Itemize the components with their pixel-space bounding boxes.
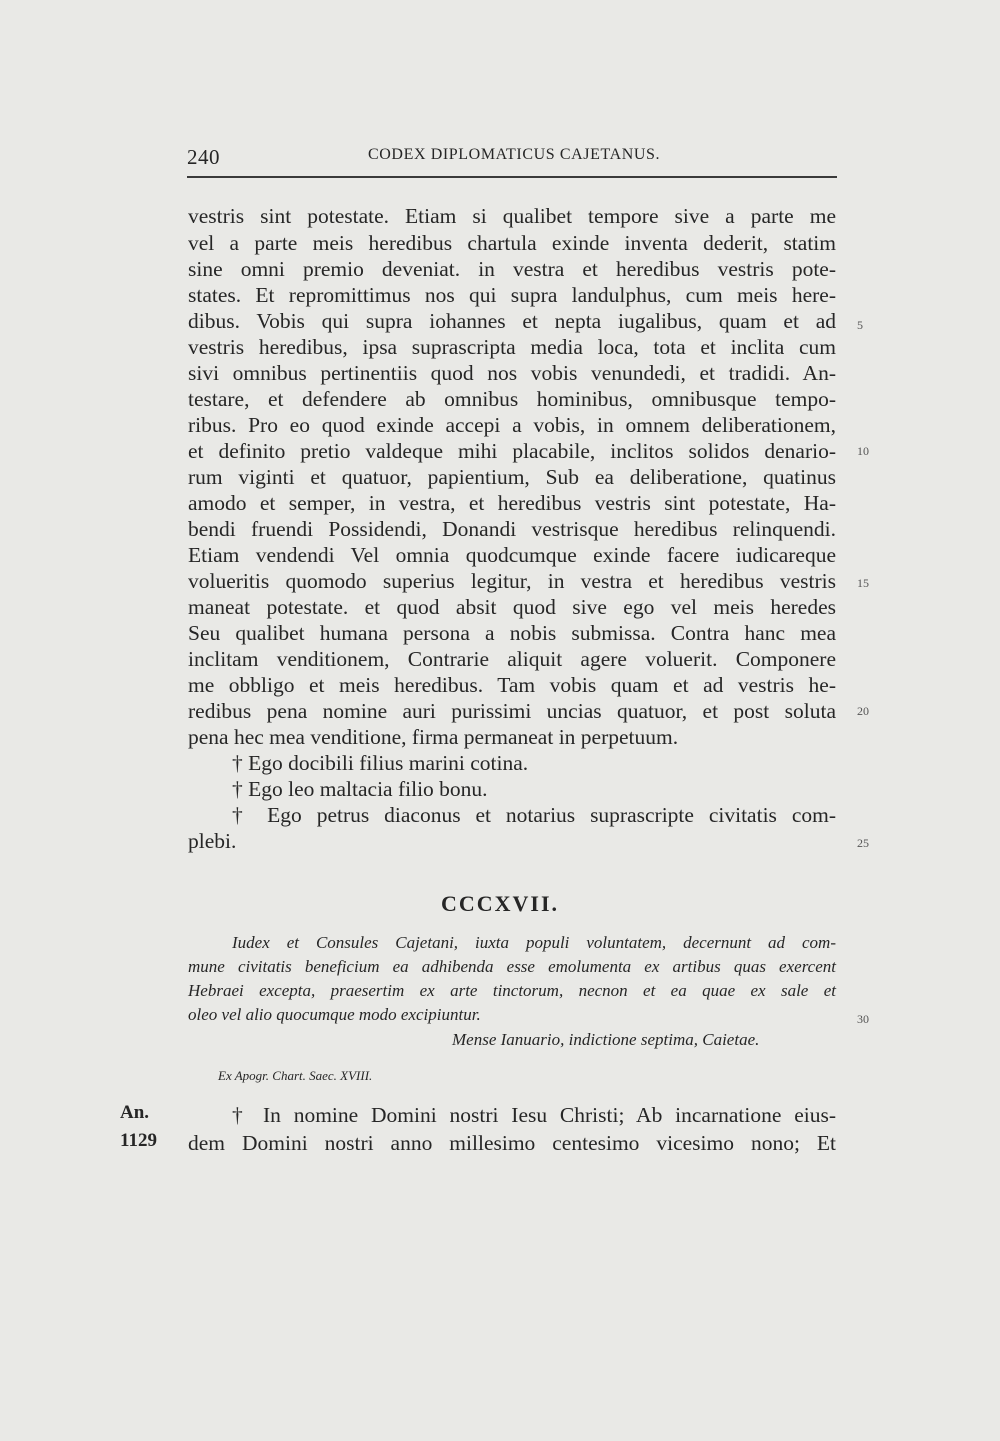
- text-line: inclitam venditionem, Contrarie aliquit agere voluerit. Componere: [188, 647, 836, 671]
- signature-line: † Ego leo maltacia filio bonu.: [232, 777, 488, 801]
- text-line: redibus pena nomine auri purissimi uncias quatuor, et post soluta: [188, 699, 836, 723]
- text-line: states. Et repromittimus nos qui supra landulphus, cum meis here-: [188, 283, 836, 307]
- line-number: 30: [857, 1012, 869, 1026]
- text-line: vestris heredibus, ipsa suprascripta media loca, tota et inclita cum: [188, 335, 836, 359]
- signature-line: plebi.: [188, 829, 237, 853]
- abstract-line: Iudex et Consules Cajetani, iuxta populi voluntatem, decernunt ad com-: [232, 933, 836, 952]
- text-line: volueritis quomodo superius legitur, in vestra et heredibus vestris: [188, 569, 836, 593]
- line-number: 5: [857, 318, 863, 332]
- line-number: 10: [857, 444, 869, 458]
- text-line: sivi omnibus pertinentiis quod nos vobis venundedi, et tradidi. An-: [188, 361, 836, 385]
- text-line: me obbligo et meis heredibus. Tam vobis quam et ad vestris he-: [188, 673, 836, 697]
- text-line: bendi fruendi Possidendi, Donandi vestrisque heredibus relinquendi.: [188, 517, 836, 541]
- text-line: rum viginti et quatuor, papientium, Sub ea deliberatione, quatinus: [188, 465, 836, 489]
- year-label: An.: [120, 1102, 150, 1123]
- text-line: Etiam vendendi Vel omnia quodcumque exinde facere iudicareque: [188, 543, 836, 567]
- abstract-line: oleo vel alio quocumque modo excipiuntur.: [188, 1005, 481, 1024]
- signature-line: † Ego docibili filius marini cotina.: [232, 751, 529, 775]
- text-line: maneat potestate. et quod absit quod sive ego vel meis heredes: [188, 595, 836, 619]
- abstract-date-line: Mense Ianuario, indictione septima, Caietae.: [452, 1030, 760, 1049]
- line-number: 20: [857, 704, 869, 718]
- text-line: vestris sint potestate. Etiam si qualibet tempore sive a parte me: [188, 204, 836, 228]
- text-line: vel a parte meis heredibus chartula exinde inventa dederit, statim: [188, 231, 836, 255]
- text-line: pena hec mea venditione, firma permaneat in perpetuum.: [188, 725, 679, 749]
- page-number: 240: [187, 145, 220, 169]
- text-line: dibus. Vobis qui supra iohannes et nepta iugalibus, quam et ad: [188, 309, 836, 333]
- text-line: sine omni premio deveniat. in vestra et heredibus vestris pote-: [188, 257, 836, 281]
- source-note: Ex Apogr. Chart. Saec. XVIII.: [218, 1068, 373, 1083]
- text-line: testare, et defendere ab omnibus hominibus, omnibusque tempo-: [188, 387, 836, 411]
- signature-line: † Ego petrus diaconus et notarius suprascripte civitatis com-: [232, 803, 836, 827]
- text-line: ribus. Pro eo quod exinde accepi a vobis, in omnem deliberationem,: [188, 413, 836, 437]
- line-number: 25: [857, 836, 869, 850]
- document-text-line: dem Domini nostri anno millesimo centesimo vicesimo nono; Et: [188, 1131, 836, 1155]
- abstract-line: Hebraei excepta, praesertim ex arte tinctorum, necnon et ea quae ex sale et: [188, 981, 836, 1000]
- running-title: CODEX DIPLOMATICUS CAJETANUS.: [368, 146, 661, 163]
- header-rule: [187, 176, 837, 178]
- text-line: et definito pretio valdeque mihi placabile, inclitos solidos denario-: [188, 439, 836, 463]
- abstract-line: mune civitatis beneficium ea adhibenda esse emolumenta ex artibus quas exercent: [188, 957, 836, 976]
- text-line: amodo et semper, in vestra, et heredibus vestris sint potestate, Ha-: [188, 491, 836, 515]
- year-value: 1129: [120, 1130, 157, 1151]
- document-number: CCCXVII.: [440, 891, 560, 916]
- text-line: Seu qualibet humana persona a nobis submissa. Contra hanc mea: [188, 621, 836, 645]
- line-number: 15: [857, 576, 869, 590]
- document-text-line: † In nomine Domini nostri Iesu Christi; Ab incarnatione eius-: [232, 1103, 836, 1127]
